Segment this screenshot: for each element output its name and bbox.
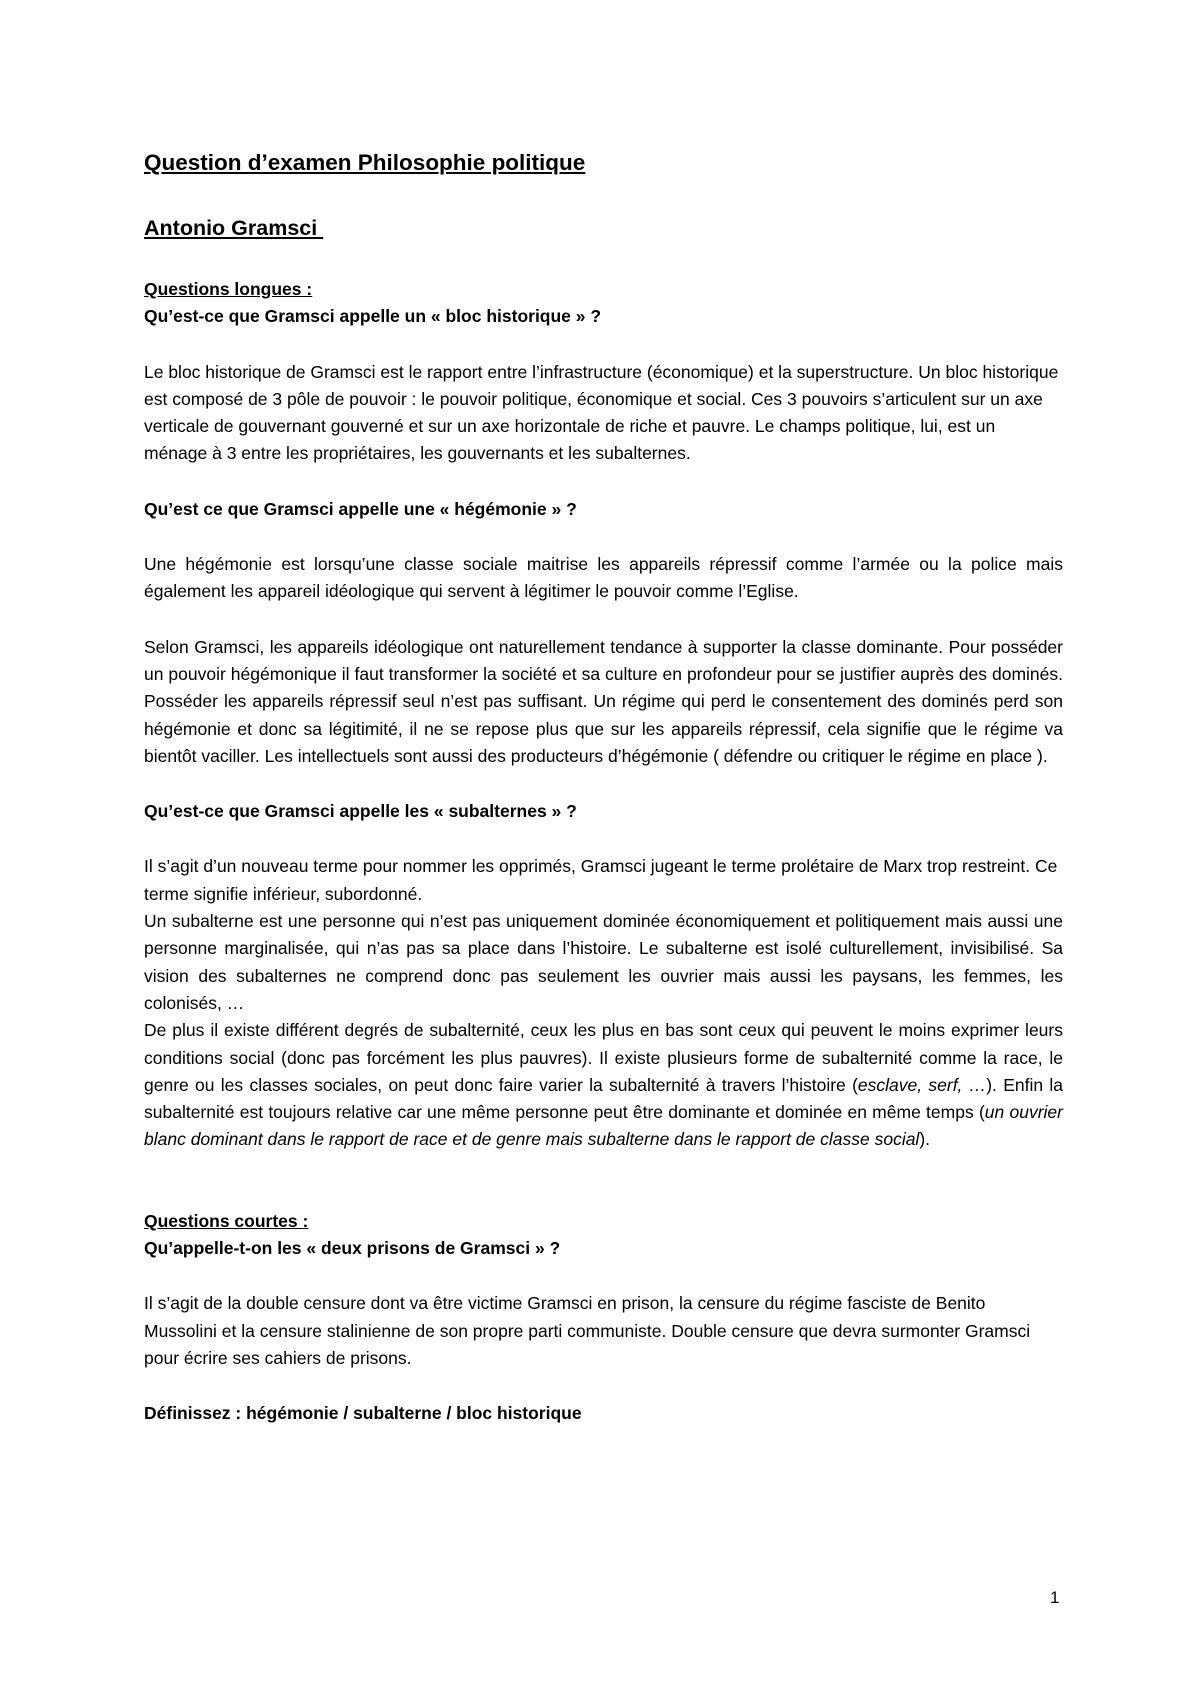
- answer-deux-prisons: Il s’agit de la double censure dont va être victime Gramsci en prison, la censure du régime fasciste de Benito Mussolini et la censure stalinienne de son propre parti communiste. Double censure que devra surmonter Gramsci pour écrire ses cahiers de prisons.: [144, 1293, 1031, 1368]
- answer-text-segment: De plus il existe différent degrés de subalternité, ceux les plus en bas sont ceux qui peuvent le moins exprimer leurs conditions social (donc pas forcément les plus pauvres). Il existe plusieurs forme de subalternité comme la race, le genre ou les classes sociales, on peut donc faire varier la subalternité à travers l’histoire (: [144, 1020, 1063, 1095]
- answer-bloc-historique: Le bloc historique de Gramsci est le rapport entre l’infrastructure (économique) et la superstructure. Un bloc historique est composé de 3 pôle de pouvoir : le pouvoir politique, économique et social. Ces 3 pouvoirs s’articulent sur un axe verticale de gouvernant gouverné et sur un axe horizontale de riche et pauvre. Le champs politique, lui, est un ménage à 3 entre les propriétaires, les gouvernants et les subalternes.: [144, 361, 1059, 464]
- answer-italic-example: un ouvrier blanc dominant dans le rapport de race et de genre mais subalterne dans le rapport de classe social: [144, 1102, 1063, 1150]
- answer-hegemonie-paragraph-1: Une hégémonie est lorsqu’une classe sociale maitrise les appareils répressif comme l’armée ou la police mais également les appareil idéologique qui servent à légitimer le pouvoir comme l’Eglise.: [144, 554, 1063, 602]
- question-definissez: Définissez : hégémonie / subalterne / bloc historique: [144, 1403, 582, 1424]
- answer-text-segment: ).: [919, 1129, 931, 1150]
- answer-subalternes-paragraph-1: Il s’agit d’un nouveau terme pour nommer les opprimés, Gramsci jugeant le terme prolétaire de Marx trop restreint. Ce terme signifie inférieur, subordonné.: [144, 856, 1058, 904]
- author-heading: Antonio Gramsci: [144, 216, 324, 240]
- short-questions-section: [144, 1208, 1063, 1428]
- long-questions-section: [144, 276, 1063, 1154]
- answer-hegemonie-paragraph-2: Selon Gramsci, les appareils idéologique ont naturellement tendance à supporter la classe dominante. Pour posséder un pouvoir hégémonique il faut transformer la société et sa culture en profondeur pour se justifier auprès des dominés. Posséder les appareils répressif seul n’est pas suffisant. Un régime qui perd le consentement des dominés perd son hégémonie et donc sa légitimité, il ne se repose plus que sur les appareils répressif, cela signifie que le régime va bientôt vaciller. Les intellectuels sont aussi des producteurs d’hégémonie ( défendre ou critiquer le régime en place ).: [144, 636, 1063, 766]
- document-body: [144, 148, 1063, 1428]
- answer-text-segment: ). Enfin la subalternité est toujours relative car une même personne peut être dominante et dominée en même temps (: [144, 1074, 1063, 1123]
- question-deux-prisons: Qu’appelle-t-on les « deux prisons de Gramsci » ?: [144, 1238, 561, 1259]
- question-subalternes: Qu’est-ce que Gramsci appelle les « subalternes » ?: [144, 801, 577, 822]
- long-questions-heading: Questions longues :: [144, 279, 313, 299]
- page-number: 1: [1050, 1588, 1060, 1607]
- answer-subalternes-paragraph-2: Un subalterne est une personne qui n’est pas uniquement dominée économiquement et politiquement mais aussi une personne marginalisée, qui n’as pas sa place dans l’histoire. Le subalterne est isolé culturellement, invisibilisé. Sa vision des subalternes ne comprend donc pas seulement les ouvrier mais aussi les paysans, les femmes, les colonisés, …: [144, 911, 1063, 1013]
- document-title: Question d’examen Philosophie politique: [144, 150, 586, 175]
- question-hegemonie: Qu’est ce que Gramsci appelle une « hégémonie » ?: [144, 498, 577, 519]
- answer-italic-example: esclave, serf, …: [857, 1074, 987, 1095]
- answer-subalternes-paragraph-3: [144, 1017, 1063, 1153]
- question-bloc-historique: Qu’est-ce que Gramsci appelle un « bloc historique » ?: [144, 306, 602, 327]
- short-questions-heading: Questions courtes :: [144, 1210, 309, 1231]
